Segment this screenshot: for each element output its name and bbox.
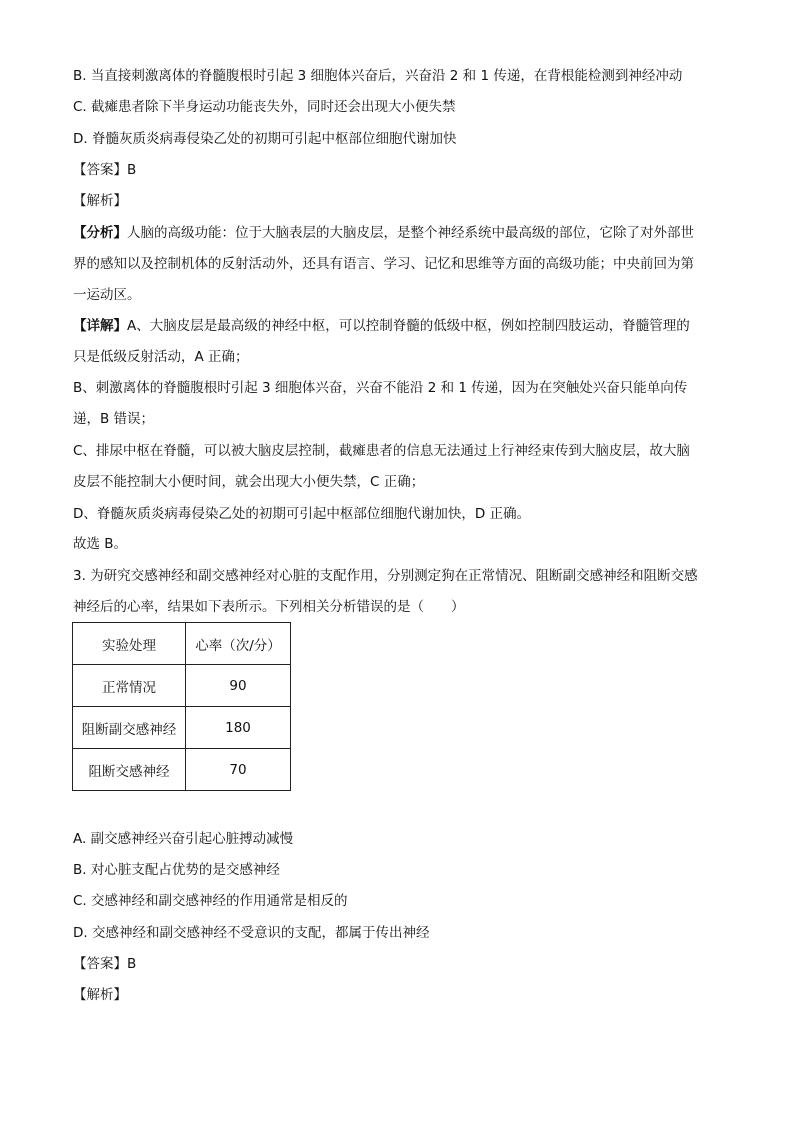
- answer-label-2: 【答案】B: [73, 956, 137, 972]
- analysis-fenxi-line-1: [73, 223, 733, 243]
- detail-line-5: C、排尿中枢在脊髓，可以被大脑皮层控制，截瘫患者的信息无法通过上行神经束传到大脑皮层，故大脑: [73, 443, 690, 459]
- question-3-line-2: 神经后的心率，结果如下表所示。下列相关分析错误的是（ ）: [73, 599, 465, 615]
- option-b: B. 对心脏支配占优势的是交感神经: [73, 862, 280, 878]
- xiangjie-tag: 【详解】: [73, 318, 127, 334]
- option-d-previous: D. 脊髓灰质炎病毒侵染乙处的初期可引起中枢部位细胞代谢加快: [73, 131, 457, 147]
- answer-label-1: 【答案】B: [73, 162, 137, 178]
- analysis-fenxi-line-3: 一运动区。: [73, 287, 141, 303]
- table-header-cell: 实验处理: [73, 623, 186, 665]
- fenxi-text-1: 人脑的高级功能：位于大脑表层的大脑皮层，是整个神经系统中最高级的部位，它除了对外部世: [127, 225, 694, 241]
- conclusion-line: 故选 B。: [73, 536, 128, 552]
- option-a: A. 副交感神经兴奋引起心脏搏动减慢: [73, 831, 294, 847]
- option-d: D. 交感神经和副交感神经不受意识的支配，都属于传出神经: [73, 925, 430, 941]
- table-row: [73, 707, 291, 749]
- table-row: [73, 665, 291, 707]
- table-cell: 阻断交感神经: [73, 749, 186, 791]
- heart-rate-table: [72, 622, 291, 791]
- table-cell: 正常情况: [73, 665, 186, 707]
- detail-line-6: 皮层不能控制大小便时间，就会出现大小便失禁，C 正确；: [73, 474, 425, 490]
- table-row: [73, 749, 291, 791]
- detail-line-2: 只是低级反射活动，A 正确；: [73, 349, 249, 365]
- xiangjie-text-1: A、大脑皮层是最高级的神经中枢，可以控制脊髓的低级中枢，例如控制四肢运动，脊髓管理的: [127, 318, 690, 334]
- table-header-row: [73, 623, 291, 665]
- table-cell: 180: [186, 707, 291, 749]
- analysis-fenxi-line-2: 界的感知以及控制机体的反射活动外，还具有语言、学习、记忆和思维等方面的高级功能；中央前回为第: [73, 256, 694, 272]
- option-c-previous: C. 截瘫患者除下半身运动功能丧失外，同时还会出现大小便失禁: [73, 99, 456, 115]
- question-3-line-1: 3. 为研究交感神经和副交感神经对心脏的支配作用，分别测定狗在正常情况、阻断副交感神经和阻断交感: [73, 568, 698, 584]
- detail-line-4: 递，B 错误；: [73, 411, 155, 427]
- detail-line-1: [73, 316, 733, 336]
- option-b-previous: B. 当直接刺激离体的脊髓腹根时引起 3 细胞体兴奋后，兴奋沿 2 和 1 传递，在背根能检测到神经冲动: [73, 68, 683, 84]
- detail-line-7: D、脊髓灰质炎病毒侵染乙处的初期可引起中枢部位细胞代谢加快，D 正确。: [73, 506, 531, 522]
- fenxi-tag: 【分析】: [73, 225, 127, 241]
- analysis-label-2: 【解析】: [73, 987, 127, 1003]
- option-c: C. 交感神经和副交感神经的作用通常是相反的: [73, 893, 348, 909]
- analysis-label-1: 【解析】: [73, 193, 127, 209]
- table-cell: 70: [186, 749, 291, 791]
- detail-line-3: B、刺激离体的脊髓腹根时引起 3 细胞体兴奋，兴奋不能沿 2 和 1 传递，因为在突触处兴奋只能单向传: [73, 380, 688, 396]
- table-header-cell: 心率（次/分）: [186, 623, 291, 665]
- table-cell: 90: [186, 665, 291, 707]
- table-cell: 阻断副交感神经: [73, 707, 186, 749]
